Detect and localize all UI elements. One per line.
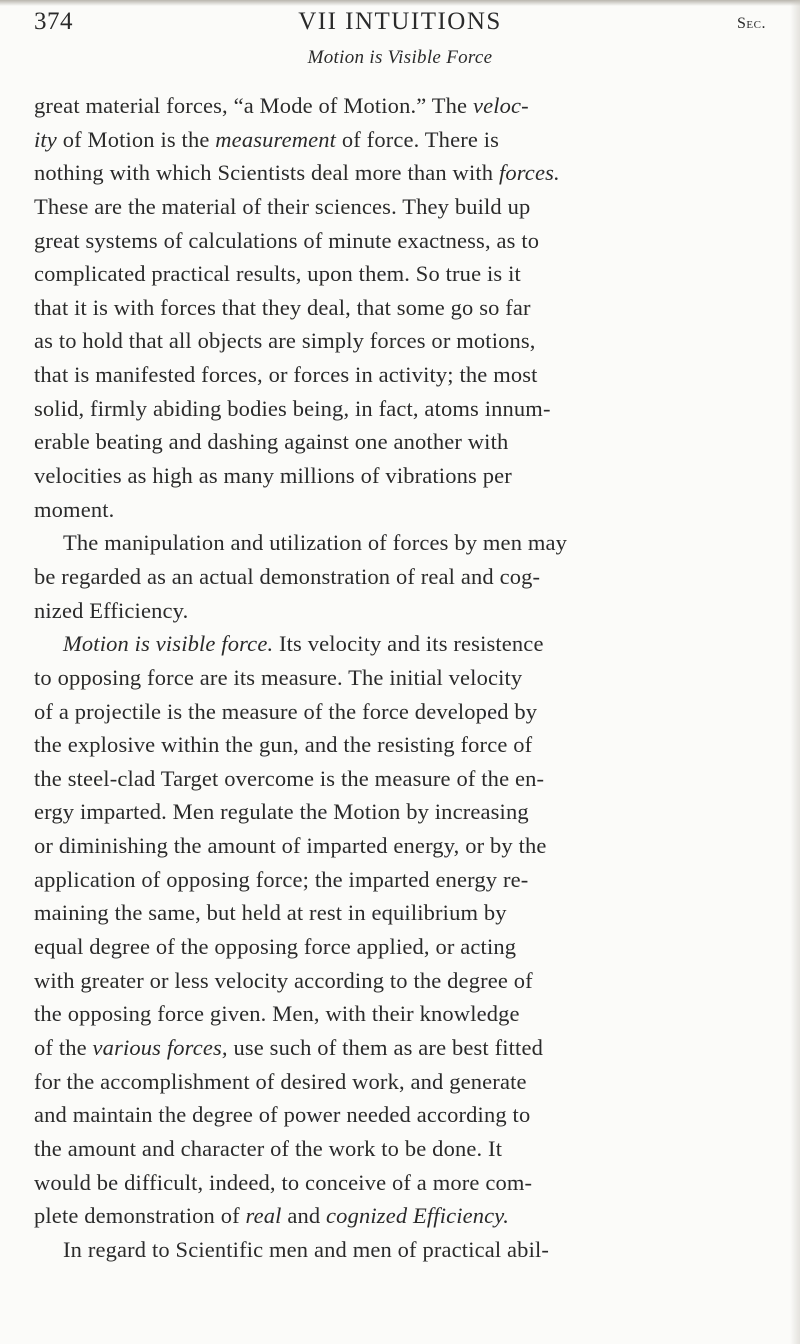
text-line: maining the same, but held at rest in equilibrium by bbox=[34, 900, 507, 926]
text-line: of a projectile is the measure of the force developed by bbox=[34, 698, 538, 724]
text-line: be regarded as an actual demonstration of real and cog- bbox=[34, 563, 541, 589]
text-line: as to hold that all objects are simply forces or motions, bbox=[34, 328, 536, 354]
running-head: Motion is Visible Force bbox=[307, 47, 493, 68]
chapter-title: VII INTUITIONS bbox=[298, 8, 502, 35]
text-line: to opposing force are its measure. The initial velocity bbox=[34, 664, 523, 690]
text-line: the amount and character of the work to be done. It bbox=[34, 1135, 503, 1161]
text-line: Motion is visible force. Its velocity and its resistence bbox=[63, 631, 544, 657]
text-line: complicated practical results, upon them. So true is it bbox=[34, 261, 521, 287]
text-line: moment. bbox=[34, 496, 115, 522]
text-line: These are the material of their sciences. They build up bbox=[34, 193, 531, 219]
text-line: nothing with which Scientists deal more than with forces. bbox=[34, 160, 560, 186]
section-label: Sec. bbox=[737, 15, 766, 32]
text-line: that it is with forces that they deal, that some go so far bbox=[34, 294, 531, 320]
text-line: would be difficult, indeed, to conceive of a more com- bbox=[34, 1169, 533, 1195]
text-line: for the accomplishment of desired work, and generate bbox=[34, 1068, 527, 1094]
text-line: equal degree of the opposing force applied, or acting bbox=[34, 934, 517, 960]
text-line: velocities as high as many millions of vibrations per bbox=[34, 463, 512, 489]
text-line: the explosive within the gun, and the resisting force of bbox=[34, 732, 533, 758]
page-number: 374 bbox=[34, 8, 73, 35]
text-line: erable beating and dashing against one another with bbox=[34, 429, 509, 455]
text-line: In regard to Scientific men and men of practical abil- bbox=[63, 1236, 550, 1262]
text-line: plete demonstration of real and cognized Efficiency. bbox=[34, 1203, 509, 1229]
text-line: and maintain the degree of power needed according to bbox=[34, 1102, 531, 1128]
text-line: or diminishing the amount of imparted energy, or by the bbox=[34, 833, 547, 859]
page-right-edge bbox=[790, 0, 800, 1344]
text-line: great material forces, “a Mode of Motion.” The veloc- bbox=[34, 93, 529, 118]
text-line: great systems of calculations of minute exactness, as to bbox=[34, 227, 540, 253]
page-header bbox=[34, 2, 766, 42]
text-line: ity of Motion is the measurement of force. There is bbox=[34, 126, 500, 152]
text-line: application of opposing force; the imparted energy re- bbox=[34, 866, 529, 892]
text-line: ergy imparted. Men regulate the Motion by increasing bbox=[34, 799, 529, 825]
text-line: with greater or less velocity according to the degree of bbox=[34, 967, 533, 993]
text-line: nized Efficiency. bbox=[34, 597, 189, 623]
text-line: solid, firmly abiding bodies being, in fact, atoms innum- bbox=[34, 395, 551, 421]
text-line: The manipulation and utilization of forces by men may bbox=[63, 530, 568, 556]
text-line: that is manifested forces, or forces in activity; the most bbox=[34, 362, 538, 388]
text-line: of the various forces, use such of them as are best fitted bbox=[34, 1034, 543, 1060]
body-text bbox=[34, 89, 750, 1266]
text-line: the opposing force given. Men, with their knowledge bbox=[34, 1001, 520, 1027]
text-line: the steel-clad Target overcome is the measure of the en- bbox=[34, 765, 545, 791]
